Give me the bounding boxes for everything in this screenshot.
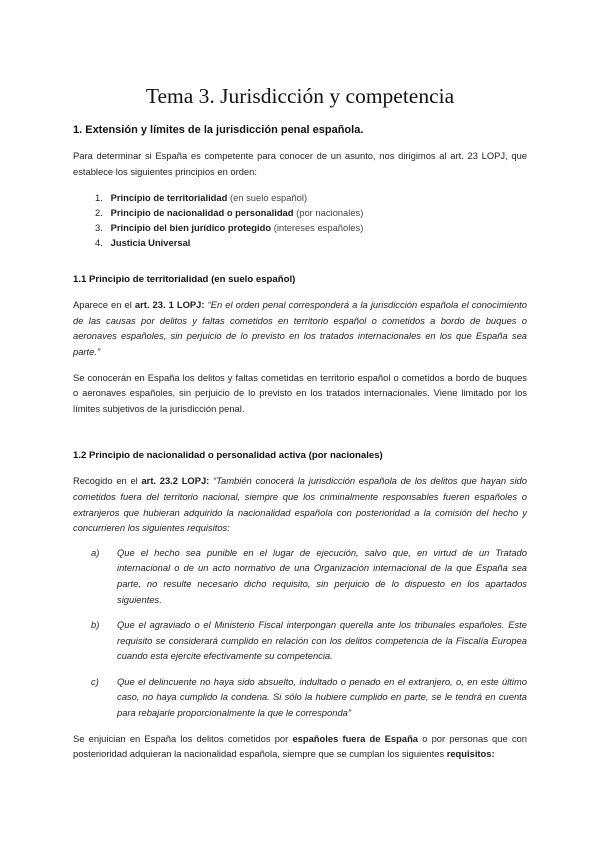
section-1-2-paragraph-2: Se enjuician en España los delitos cometidos por españoles fuera de España o por personas que con posterioridad adquieran la nacionalidad española, siempre que se cumplan los siguientes requisitos:	[73, 732, 527, 760]
principles-list	[73, 190, 527, 250]
section-1-1-paragraph-2: Se conocerán en España los delitos y faltas cometidas en territorio español o cometidos a bordo de buques o aeronaves españoles, sin perjuicio de lo previsto en los tratados internacionales. Viene limitado por los límites subjetivos de la jurisdicción penal.	[73, 371, 527, 414]
requisite-item: b) Que el agraviado o el Ministerio Fiscal interpongan querella ante los tribunales españoles. Este requisito se considerará cumplido en relación con los delitos competencia de la Fiscalía Europea cuando esta ejercite efectivamente su competencia.	[91, 619, 527, 662]
principle-item: 2. Principio de nacionalidad o personalidad (por nacionales)	[95, 207, 364, 219]
section-1-2-paragraph-1: Recogido en el art. 23.2 LOPJ: “También conocerá la jurisdicción española de los delitos que hayan sido cometidos fuera del territorio nacional, siempre que los criminalmente responsables fueren españoles o extranjeros que hubieran adquirido la nacionalidad española con posterioridad a la comisión del hecho y concurrieren los siguientes requisitos:	[73, 475, 527, 534]
section-1-1-paragraph-1: Aparece en el art. 23. 1 LOPJ: “En el orden penal corresponderá a la jurisdicción española el conocimiento de las causas por delitos y faltas cometidos en territorio español o cometidos a bordo de buques o aeronaves españoles, sin perjuicio de lo previsto en los tratados internacionales en los que España sea parte.”	[73, 299, 527, 357]
requisite-item: c) Que el delincuente no haya sido absuelto, indultado o penado en el extranjero, o, en este último caso, no haya cumplido la condena. Si sólo la hubiere cumplido en parte, se le tendrá en cuenta para rebajarle proporcionalmente la que le corresponda”	[91, 675, 527, 719]
section-heading-1-1: 1.1 Principio de territorialidad (en suelo español)	[73, 274, 296, 286]
section-heading-1: 1. Extensión y límites de la jurisdicción penal española.	[73, 124, 364, 136]
section-heading-1-2: 1.2 Principio de nacionalidad o personalidad activa (por nacionales)	[73, 450, 383, 462]
section-1-intro: Para determinar si España es competente para conocer de un asunto, nos dirigimos al art. 23 LOPJ, que establece los siguientes principios en orden:	[73, 150, 527, 177]
requisite-item: a) Que el hecho sea punible en el lugar de ejecución, salvo que, en virtud de un Tratado internacional o de un acto normativo de una Organización internacional de la que España sea parte, no resulte necesario dicho requisito, sin perjuicio de lo dispuesto en los apartados siguientes.	[91, 546, 527, 605]
principle-item: 4. Justicia Universal	[95, 237, 191, 249]
principle-item: 1. Principio de territorialidad (en suelo español)	[95, 192, 308, 204]
document-title: Tema 3. Jurisdicción y competencia	[145, 84, 455, 108]
principle-item: 3. Principio del bien jurídico protegido (intereses españoles)	[95, 222, 364, 234]
requisites-list	[73, 545, 527, 721]
